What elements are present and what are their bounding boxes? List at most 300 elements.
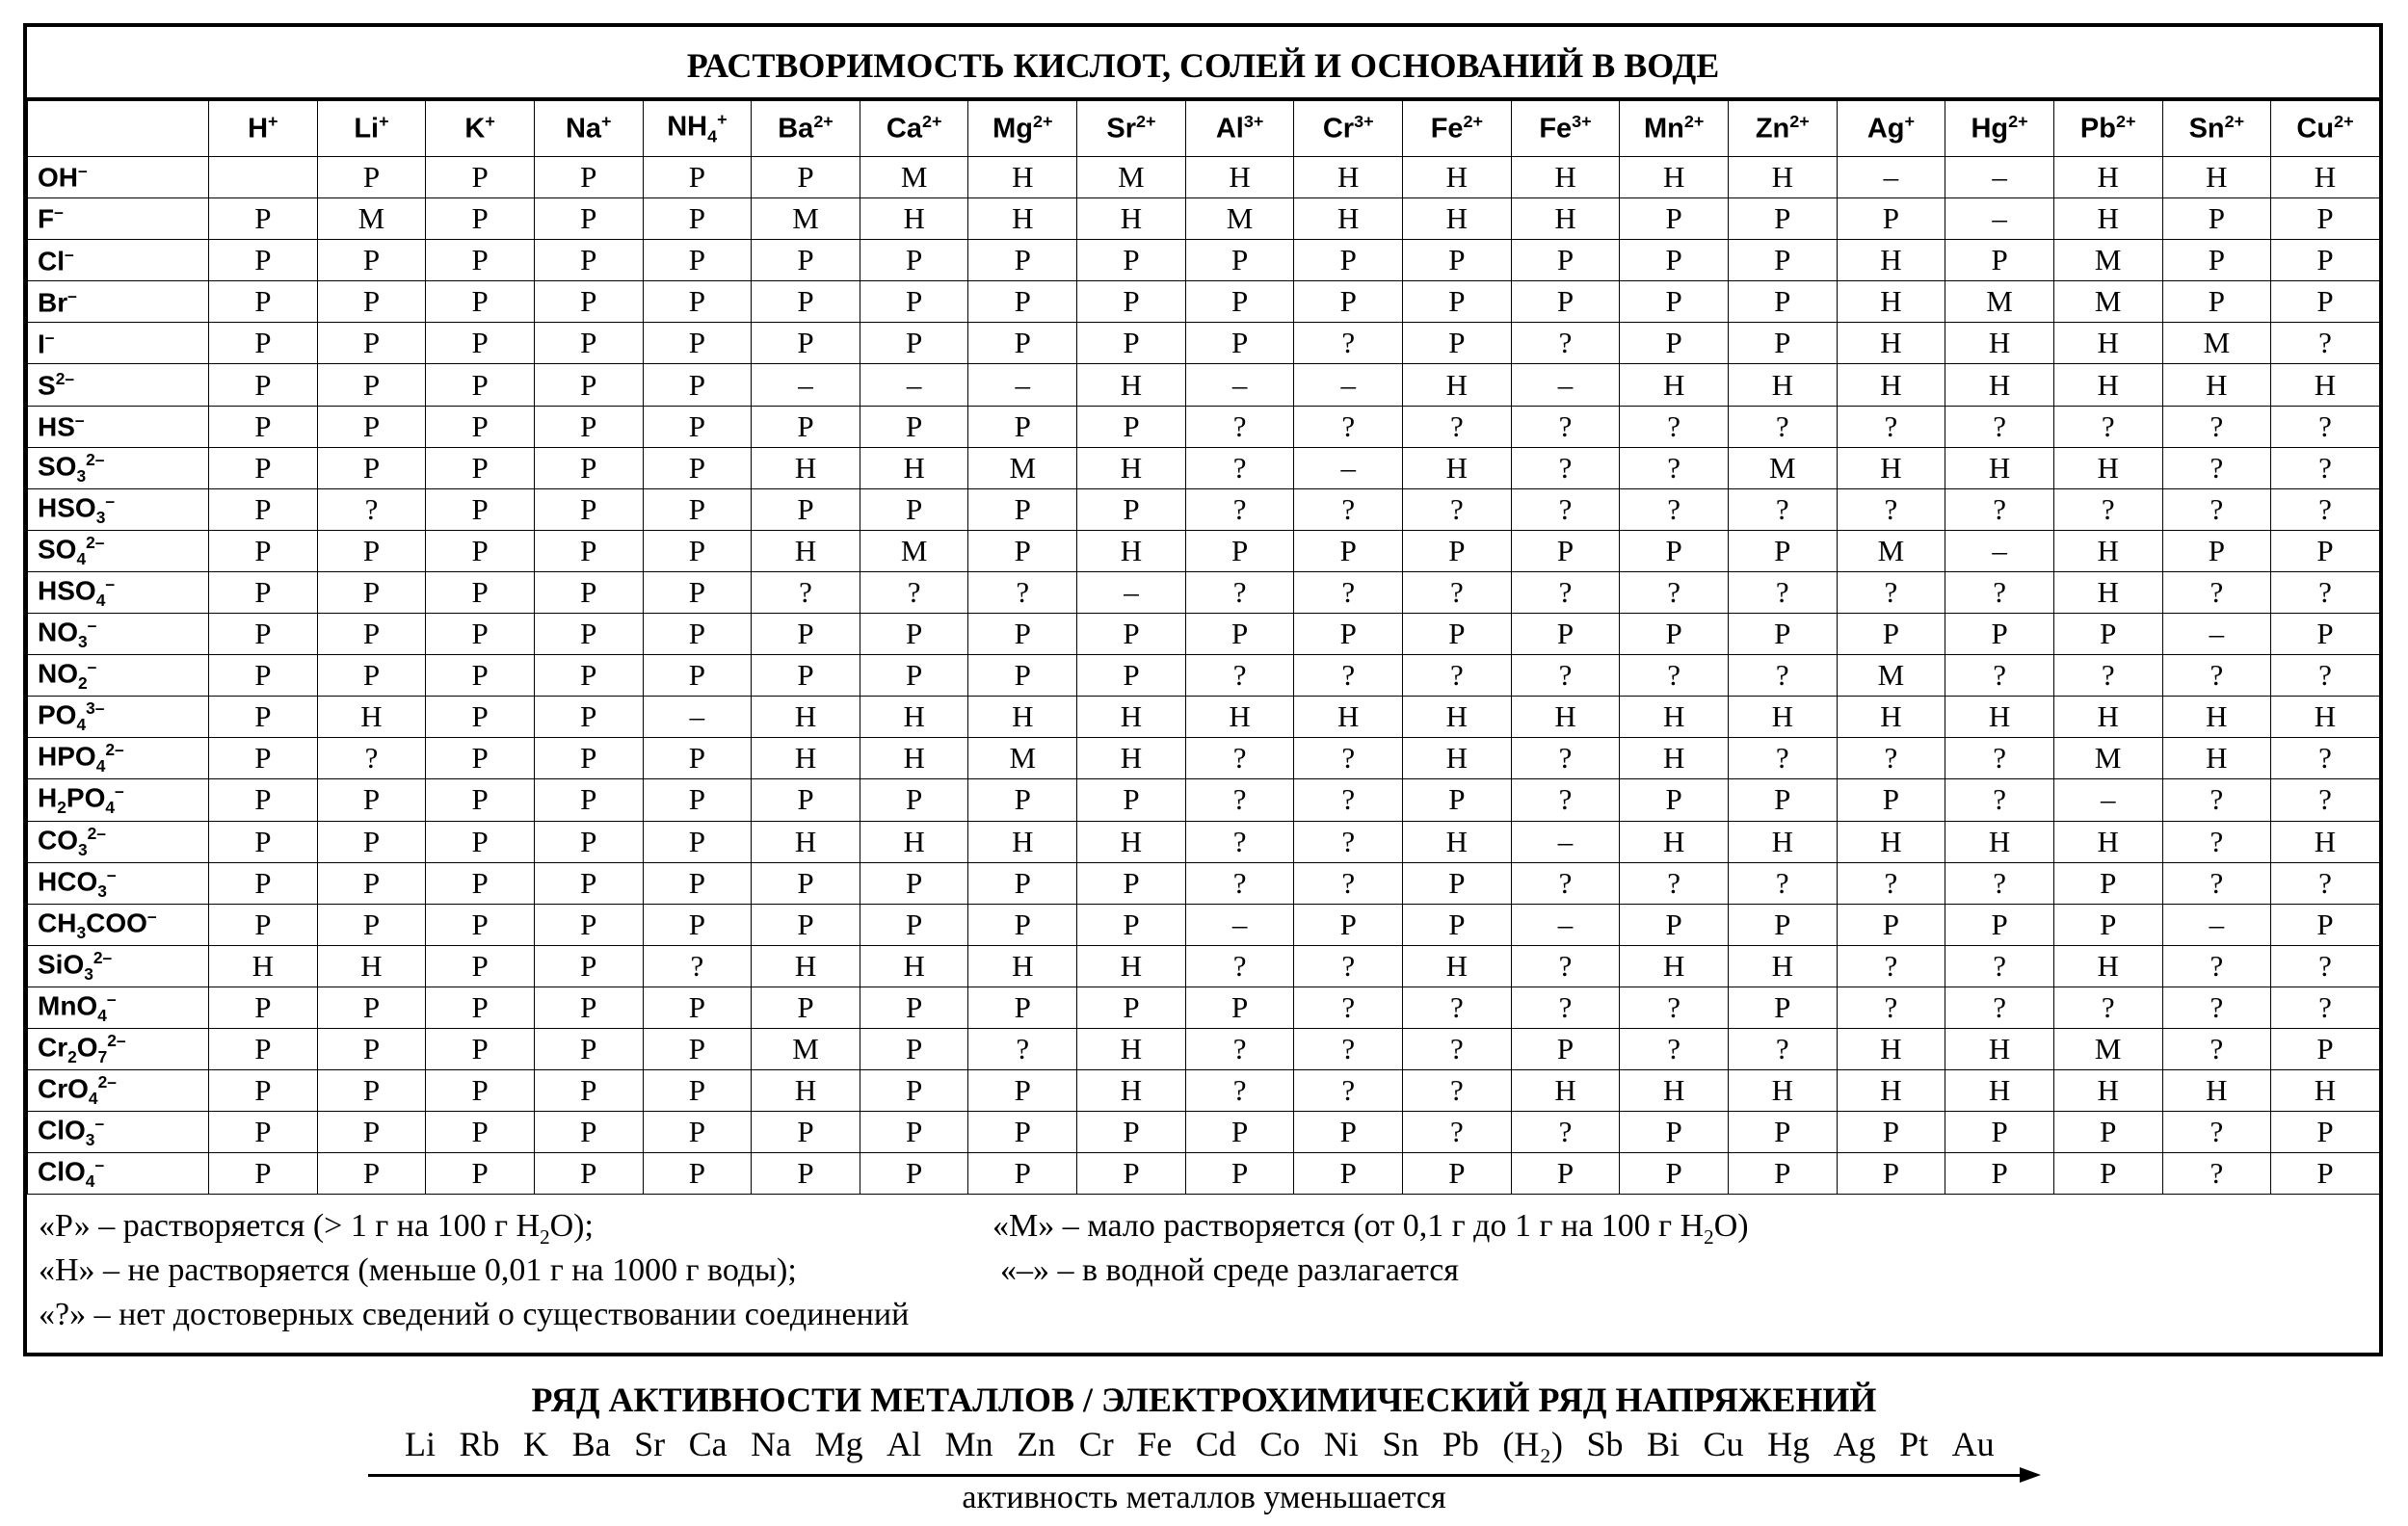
solubility-cell: Н: [2271, 364, 2380, 406]
solubility-cell: Н: [1945, 697, 2054, 738]
solubility-cell: ?: [2271, 406, 2380, 447]
solubility-cell: Н: [1077, 821, 1186, 862]
anion-symbol: MnO: [38, 990, 98, 1021]
solubility-cell: Р: [968, 488, 1077, 530]
table-row: [28, 1028, 2380, 1069]
solubility-cell: Р: [1511, 530, 1620, 571]
table-row: [28, 1153, 2380, 1195]
solubility-cell: Н: [2053, 945, 2162, 987]
cation-subscript: 4: [707, 126, 718, 146]
anion-charge: –: [105, 490, 115, 511]
solubility-cell: Р: [1403, 904, 1512, 945]
cation-header: [2053, 101, 2162, 157]
table-row: [28, 157, 2380, 198]
solubility-cell: Н: [1837, 364, 1945, 406]
solubility-cell: Н: [752, 1070, 860, 1112]
solubility-cell: Р: [1620, 323, 1729, 364]
solubility-cell: Р: [426, 488, 535, 530]
solubility-cell: Р: [209, 488, 318, 530]
solubility-cell: ?: [1511, 447, 1620, 488]
solubility-cell: –: [1837, 157, 1945, 198]
solubility-cell: ?: [317, 488, 426, 530]
solubility-cell: ?: [1620, 862, 1729, 904]
solubility-cell: Н: [860, 198, 968, 240]
anion-subscript: 4: [95, 756, 106, 776]
anion-symbol: HPO: [38, 741, 96, 772]
solubility-table-frame: [23, 23, 2383, 1356]
solubility-cell: Н: [1403, 697, 1512, 738]
solubility-cell: Н: [752, 697, 860, 738]
metal-symbol: Pt: [1899, 1425, 1929, 1463]
anion-charge: 2–: [55, 368, 74, 388]
solubility-cell: М: [968, 738, 1077, 779]
solubility-cell: Р: [534, 738, 643, 779]
solubility-cell: Р: [317, 323, 426, 364]
anion-cell: [28, 240, 209, 281]
solubility-cell: Р: [968, 1153, 1077, 1195]
solubility-cell: Р: [317, 406, 426, 447]
metal-symbol: Cu: [1703, 1425, 1744, 1463]
solubility-cell: Р: [1728, 614, 1837, 655]
solubility-cell: ?: [2271, 655, 2380, 697]
solubility-cell: Р: [968, 779, 1077, 821]
cation-charge: +: [379, 112, 389, 132]
solubility-cell: Р: [643, 655, 752, 697]
solubility-cell: М: [1185, 198, 1294, 240]
solubility-cell: ?: [1294, 987, 1403, 1028]
solubility-cell: Н: [1837, 447, 1945, 488]
solubility-cell: Р: [752, 406, 860, 447]
metal-symbol: Ca: [688, 1425, 728, 1463]
solubility-cell: Р: [426, 904, 535, 945]
solubility-cell: Р: [643, 738, 752, 779]
solubility-cell: Р: [1185, 1153, 1294, 1195]
solubility-cell: Н: [1728, 697, 1837, 738]
solubility-cell: Р: [2162, 530, 2271, 571]
solubility-cell: –: [2162, 904, 2271, 945]
solubility-cell: Р: [426, 655, 535, 697]
solubility-cell: Р: [534, 1070, 643, 1112]
solubility-cell: Р: [534, 488, 643, 530]
solubility-cell: Р: [1294, 530, 1403, 571]
solubility-cell: Р: [1185, 281, 1294, 323]
solubility-cell: ?: [1620, 447, 1729, 488]
metal-symbol: Mg: [814, 1425, 863, 1463]
solubility-cell: Р: [534, 821, 643, 862]
solubility-cell: Р: [2271, 281, 2380, 323]
solubility-cell: Р: [860, 1153, 968, 1195]
solubility-cell: ?: [968, 1028, 1077, 1069]
solubility-cell: Р: [317, 530, 426, 571]
solubility-cell: ?: [1945, 738, 2054, 779]
solubility-cell: ?: [2271, 571, 2380, 613]
cation-header: [1837, 101, 1945, 157]
solubility-cell: Р: [426, 862, 535, 904]
solubility-cell: Р: [1620, 779, 1729, 821]
solubility-cell: ?: [1403, 488, 1512, 530]
solubility-cell: Р: [860, 240, 968, 281]
solubility-cell: Р: [1945, 904, 2054, 945]
table-row: [28, 488, 2380, 530]
solubility-cell: ?: [1403, 571, 1512, 613]
solubility-cell: ?: [2271, 987, 2380, 1028]
solubility-cell: Н: [1294, 157, 1403, 198]
legend: [27, 1202, 2379, 1353]
solubility-cell: Р: [317, 1153, 426, 1195]
solubility-cell: ?: [1728, 655, 1837, 697]
anion-cell: [28, 904, 209, 945]
solubility-cell: ?: [1294, 571, 1403, 613]
solubility-cell: Р: [209, 904, 318, 945]
solubility-cell: Р: [860, 406, 968, 447]
solubility-cell: ?: [317, 738, 426, 779]
anion-charge: 2–: [87, 823, 106, 843]
solubility-cell: Р: [1728, 281, 1837, 323]
anion-cell: [28, 821, 209, 862]
solubility-cell: Н: [1620, 738, 1729, 779]
solubility-cell: ?: [1837, 406, 1945, 447]
solubility-cell: Р: [643, 571, 752, 613]
metal-symbol: Na: [751, 1425, 792, 1463]
solubility-cell: Р: [1403, 779, 1512, 821]
solubility-cell: Р: [534, 697, 643, 738]
anion-symbol: HSO: [38, 492, 96, 523]
solubility-cell: Н: [1077, 1028, 1186, 1069]
cation-symbol: Mn: [1643, 113, 1684, 145]
solubility-cell: Н: [2271, 1070, 2380, 1112]
solubility-cell: Н: [2271, 821, 2380, 862]
solubility-cell: Р: [534, 323, 643, 364]
solubility-cell: ?: [1945, 488, 2054, 530]
solubility-cell: Р: [426, 1028, 535, 1069]
solubility-cell: –: [752, 364, 860, 406]
solubility-cell: Н: [2053, 198, 2162, 240]
solubility-cell: Р: [1620, 1153, 1729, 1195]
solubility-cell: Р: [426, 447, 535, 488]
solubility-cell: –: [860, 364, 968, 406]
table-row: [28, 240, 2380, 281]
anion-charge: 2–: [93, 947, 113, 967]
cation-header: [534, 101, 643, 157]
solubility-cell: Н: [1511, 198, 1620, 240]
cation-symbol: Fe: [1539, 113, 1573, 145]
solubility-cell: Р: [643, 364, 752, 406]
anion-subscript: 2: [67, 1046, 77, 1066]
solubility-cell: Р: [426, 281, 535, 323]
solubility-cell: ?: [1620, 571, 1729, 613]
solubility-cell: Н: [1077, 697, 1186, 738]
solubility-cell: Р: [209, 697, 318, 738]
solubility-cell: –: [1294, 364, 1403, 406]
solubility-cell: Р: [209, 530, 318, 571]
solubility-cell: ?: [1945, 945, 2054, 987]
solubility-cell: Н: [1077, 1070, 1186, 1112]
solubility-cell: ?: [1620, 655, 1729, 697]
solubility-cell: Р: [643, 987, 752, 1028]
table-row: [28, 530, 2380, 571]
solubility-cell: Р: [643, 447, 752, 488]
metal-symbol: Sb: [1586, 1425, 1624, 1463]
solubility-cell: Р: [643, 323, 752, 364]
solubility-cell: М: [860, 157, 968, 198]
anion-subscript: 3: [78, 839, 88, 859]
cation-charge: 2+: [813, 112, 834, 132]
anion-cell: [28, 987, 209, 1028]
solubility-cell: Р: [1403, 862, 1512, 904]
solubility-cell: Р: [1728, 1153, 1837, 1195]
cation-symbol: Cu: [2296, 113, 2335, 145]
solubility-cell: Р: [968, 655, 1077, 697]
solubility-cell: Р: [1511, 1028, 1620, 1069]
solubility-cell: Н: [1620, 364, 1729, 406]
cation-header: [209, 101, 318, 157]
solubility-cell: Р: [1077, 779, 1186, 821]
solubility-cell: ?: [2053, 488, 2162, 530]
solubility-cell: Р: [1077, 614, 1186, 655]
solubility-cell: Р: [209, 406, 318, 447]
cation-symbol: Zn: [1755, 113, 1790, 145]
solubility-cell: –: [1945, 198, 2054, 240]
cation-header: [1294, 101, 1403, 157]
solubility-cell: Р: [752, 323, 860, 364]
anion-symbol: COO: [86, 908, 147, 938]
solubility-cell: ?: [1185, 447, 1294, 488]
cation-symbol: Sr: [1106, 113, 1137, 145]
solubility-cell: Н: [2053, 157, 2162, 198]
solubility-cell: Н: [1077, 738, 1186, 779]
solubility-cell: Р: [426, 697, 535, 738]
solubility-cell: Р: [1077, 488, 1186, 530]
solubility-cell: Р: [1945, 1112, 2054, 1153]
legend-q: «?» – нет достоверных сведений о существовании соединений: [39, 1297, 910, 1332]
anion-charge: –: [44, 327, 55, 347]
solubility-cell: Н: [1185, 697, 1294, 738]
solubility-cell: М: [1837, 655, 1945, 697]
solubility-cell: Р: [643, 240, 752, 281]
solubility-cell: ?: [1511, 406, 1620, 447]
metal-symbol: Bi: [1647, 1425, 1680, 1463]
solubility-cell: Р: [643, 1070, 752, 1112]
solubility-cell: ?: [1728, 406, 1837, 447]
cation-header: [860, 101, 968, 157]
solubility-cell: Н: [2053, 571, 2162, 613]
solubility-cell: Р: [1511, 1153, 1620, 1195]
table-row: [28, 821, 2380, 862]
solubility-cell: Р: [426, 1070, 535, 1112]
solubility-cell: Р: [317, 447, 426, 488]
solubility-cell: Р: [317, 1112, 426, 1153]
solubility-cell: Н: [1728, 364, 1837, 406]
cation-symbol: Hg: [1971, 113, 2009, 145]
solubility-cell: Р: [534, 406, 643, 447]
cation-symbol: Ba: [778, 113, 814, 145]
solubility-cell: –: [643, 697, 752, 738]
solubility-cell: Н: [1945, 1028, 2054, 1069]
cation-symbol: Ag: [1866, 113, 1905, 145]
anion-symbol: O: [76, 1032, 98, 1063]
anion-subscript: 4: [76, 715, 87, 735]
anion-cell: [28, 571, 209, 613]
solubility-cell: ?: [1185, 821, 1294, 862]
solubility-cell: ?: [968, 571, 1077, 613]
solubility-cell: ?: [1294, 1028, 1403, 1069]
solubility-cell: Р: [1185, 614, 1294, 655]
solubility-cell: Н: [1945, 364, 2054, 406]
solubility-cell: ?: [1837, 738, 1945, 779]
solubility-cell: М: [1945, 281, 2054, 323]
cation-charge: +: [1904, 112, 1916, 132]
solubility-cell: ?: [1294, 1070, 1403, 1112]
solubility-cell: Н: [2162, 364, 2271, 406]
solubility-cell: ?: [1945, 862, 2054, 904]
solubility-cell: Р: [1077, 240, 1186, 281]
solubility-cell: ?: [1945, 987, 2054, 1028]
solubility-cell: Н: [2162, 697, 2271, 738]
solubility-cell: Р: [1294, 1153, 1403, 1195]
solubility-cell: Р: [317, 157, 426, 198]
solubility-cell: Р: [2162, 198, 2271, 240]
solubility-cell: ?: [1511, 571, 1620, 613]
solubility-cell: Н: [2053, 697, 2162, 738]
solubility-cell: Р: [1403, 530, 1512, 571]
cation-symbol: Pb: [2079, 113, 2116, 145]
solubility-cell: Р: [317, 1028, 426, 1069]
cation-charge: 3+: [1243, 112, 1264, 132]
cation-charge: 2+: [2115, 112, 2136, 132]
solubility-cell: Р: [643, 904, 752, 945]
solubility-cell: Р: [209, 1112, 318, 1153]
solubility-cell: Р: [860, 614, 968, 655]
solubility-cell: Н: [1403, 738, 1512, 779]
solubility-cell: Р: [426, 1112, 535, 1153]
anion-subscript: 7: [97, 1046, 108, 1066]
anion-subscript: 3: [97, 881, 107, 901]
solubility-cell: Р: [643, 614, 752, 655]
solubility-cell: –: [1511, 364, 1620, 406]
solubility-cell: Р: [317, 614, 426, 655]
solubility-cell: ?: [1511, 1112, 1620, 1153]
anion-charge: –: [105, 574, 115, 594]
solubility-cell: Р: [209, 614, 318, 655]
cation-header: [2162, 101, 2271, 157]
solubility-cell: Р: [209, 198, 318, 240]
solubility-cell: Р: [1620, 614, 1729, 655]
solubility-cell: Р: [860, 488, 968, 530]
solubility-cell: Р: [1837, 904, 1945, 945]
anion-cell: [28, 779, 209, 821]
cation-header: [2271, 101, 2380, 157]
solubility-cell: Р: [643, 1112, 752, 1153]
solubility-cell: Н: [752, 821, 860, 862]
anion-cell: [28, 157, 209, 198]
solubility-cell: ?: [1837, 488, 1945, 530]
anion-symbol: HS: [38, 411, 75, 442]
solubility-cell: Н: [860, 697, 968, 738]
anion-subscript: 3: [76, 465, 87, 486]
solubility-cell: Р: [752, 1153, 860, 1195]
solubility-cell: Р: [860, 779, 968, 821]
anion-symbol: S: [38, 370, 56, 401]
solubility-cell: Н: [2053, 447, 2162, 488]
anion-symbol: CrO: [38, 1073, 89, 1104]
metal-symbol: Ag: [1833, 1425, 1876, 1463]
anion-cell: [28, 945, 209, 987]
activity-caption: активность металлов уменьшается: [962, 1480, 1446, 1515]
solubility-cell: Р: [534, 614, 643, 655]
solubility-cell: Н: [860, 945, 968, 987]
anion-charge: –: [94, 1155, 105, 1175]
solubility-cell: Н: [968, 697, 1077, 738]
solubility-cell: Р: [1837, 614, 1945, 655]
anion-symbol: I: [38, 329, 45, 359]
solubility-cell: ?: [1294, 488, 1403, 530]
solubility-cell: Р: [860, 281, 968, 323]
anion-cell: [28, 1028, 209, 1069]
solubility-cell: Р: [643, 821, 752, 862]
solubility-cell: ?: [1620, 987, 1729, 1028]
solubility-cell: ?: [1294, 406, 1403, 447]
table-row: [28, 697, 2380, 738]
solubility-cell: Р: [209, 987, 318, 1028]
cation-header: [317, 101, 426, 157]
anion-charge: 3–: [86, 698, 105, 719]
solubility-cell: Р: [2053, 862, 2162, 904]
solubility-cell: Р: [534, 904, 643, 945]
cation-charge: 2+: [1683, 112, 1705, 132]
solubility-cell: Н: [1945, 821, 2054, 862]
solubility-cell: ?: [1837, 987, 1945, 1028]
solubility-cell: Р: [426, 323, 535, 364]
solubility-cell: ?: [1294, 945, 1403, 987]
solubility-cell: Н: [1837, 1028, 1945, 1069]
anion-charge: 2–: [107, 1031, 126, 1051]
anion-charge: –: [106, 864, 117, 884]
solubility-cell: Р: [534, 157, 643, 198]
solubility-cell: ?: [2162, 862, 2271, 904]
solubility-cell: Р: [2053, 1153, 2162, 1195]
anion-cell: [28, 530, 209, 571]
cation-header: [1728, 101, 1837, 157]
solubility-cell: Р: [209, 1070, 318, 1112]
table-row: [28, 738, 2380, 779]
solubility-cell: –: [1185, 364, 1294, 406]
solubility-cell: Р: [2162, 281, 2271, 323]
solubility-cell: Р: [209, 779, 318, 821]
anion-cell: [28, 447, 209, 488]
solubility-cell: ?: [1403, 406, 1512, 447]
cation-symbol: NH: [667, 111, 708, 143]
solubility-cell: ?: [2162, 488, 2271, 530]
solubility-cell: Р: [534, 240, 643, 281]
solubility-cell: Н: [2053, 1070, 2162, 1112]
solubility-cell: Р: [534, 1112, 643, 1153]
solubility-cell: Р: [534, 198, 643, 240]
anion-cell: [28, 697, 209, 738]
metal-symbol: Co: [1259, 1425, 1301, 1463]
solubility-cell: Н: [1945, 447, 2054, 488]
solubility-cell: М: [752, 198, 860, 240]
solubility-cell: Р: [1403, 281, 1512, 323]
solubility-cell: Р: [426, 738, 535, 779]
solubility-cell: Р: [1294, 281, 1403, 323]
solubility-cell: Р: [752, 779, 860, 821]
cation-header: [426, 101, 535, 157]
solubility-cell: ?: [1185, 488, 1294, 530]
solubility-cell: Р: [426, 945, 535, 987]
solubility-cell: Р: [860, 1028, 968, 1069]
solubility-cell: –: [1185, 904, 1294, 945]
solubility-cell: Н: [752, 530, 860, 571]
